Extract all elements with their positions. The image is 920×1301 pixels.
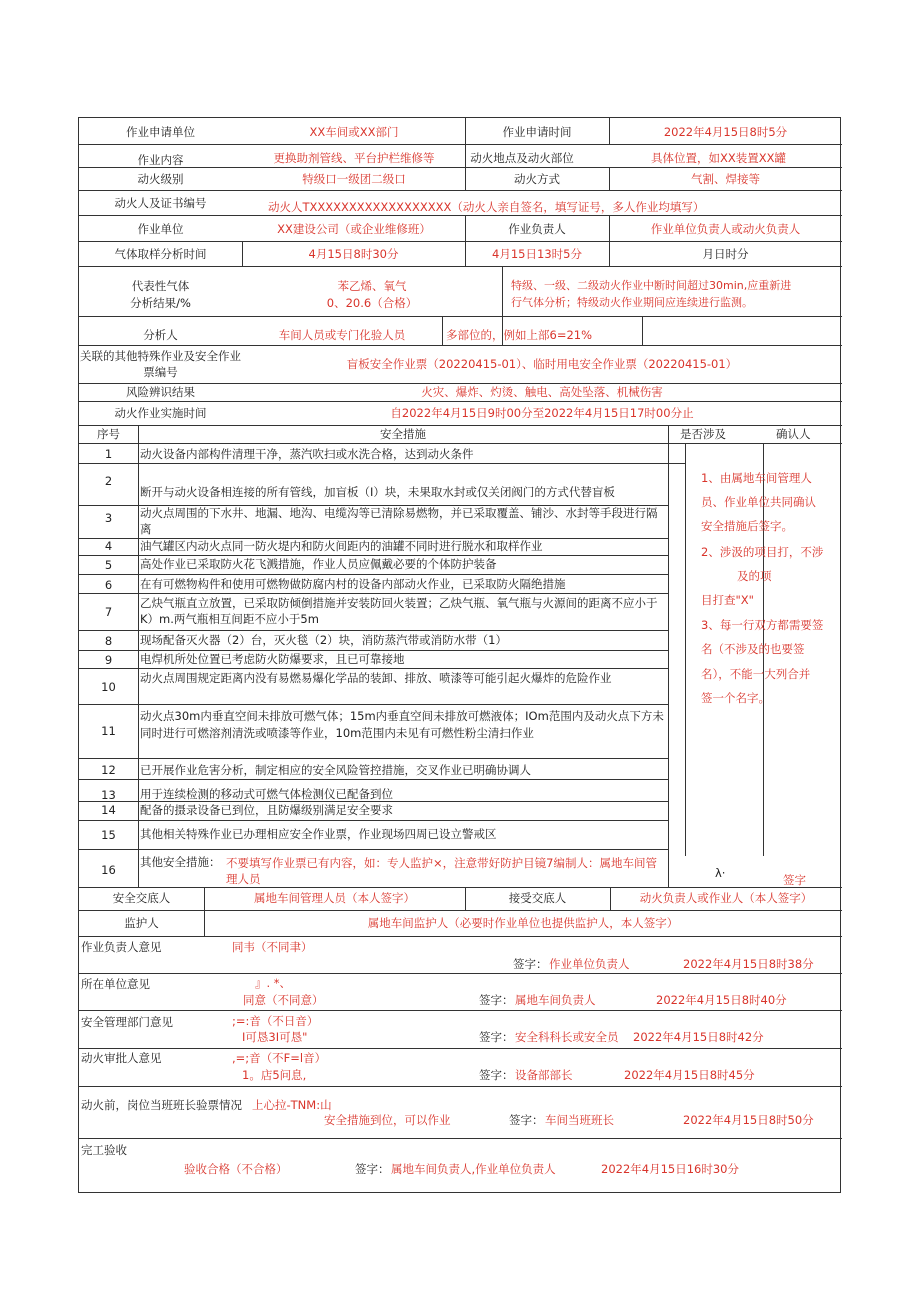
- divider: [79, 443, 842, 444]
- person-value: 动火人TXXXXXXXXXXXXXXXXXX（动火人亲自签名，填写证号，多人作业均填写）: [268, 200, 705, 214]
- briefing-receiver-value: 动火负责人或作业人（本人签字）: [639, 891, 813, 905]
- divider: [79, 574, 668, 575]
- unit-opinion-mark: 』. *、: [255, 976, 292, 990]
- risk-label: 风险辨识结果: [126, 385, 195, 399]
- row-5-no: 5: [104, 558, 113, 572]
- content-value: 更换助剂管线、平台护栏维修等: [273, 151, 435, 165]
- divider: [79, 704, 668, 705]
- briefing-receiver-label: 接受交底人: [508, 891, 567, 905]
- row-6-no: 6: [104, 578, 113, 592]
- gas-result-label: 分析结果/%: [130, 296, 191, 310]
- location-label: 动火地点及动火部位: [470, 151, 574, 165]
- safety-briefer-value: 属地车间管理人员（本人签字）: [254, 891, 415, 905]
- divider: [79, 820, 668, 821]
- divider: [79, 887, 842, 888]
- row-7-no: 7: [104, 605, 113, 619]
- row-8-no: 8: [104, 634, 113, 648]
- row-16-mark: λ·: [715, 866, 726, 880]
- work-unit-label: 作业单位: [137, 222, 184, 236]
- unit-signer: 属地车间负责人: [515, 993, 596, 1007]
- col-measure: 安全措施: [380, 427, 426, 441]
- confirm-note-7: 3、每一行双方都需要签: [701, 618, 824, 632]
- confirm-note-6: 目打查"X": [701, 593, 754, 607]
- row-4-text: 油气罐区内动火点同一防火堤内和防火间距内的油罐不同时进行脱水和取样作业: [140, 539, 543, 553]
- row-1-no: 1: [104, 447, 113, 461]
- col-no: 序号: [97, 427, 120, 441]
- level-value: 特级口一级团二级口: [302, 172, 406, 186]
- period-value: 自2022年4月15日9时00分至2022年4月15日17时00分止: [390, 406, 694, 420]
- divider: [79, 668, 668, 669]
- divider: [79, 1138, 842, 1139]
- work-leader-value: 作业单位负责人或动火负责人: [650, 222, 801, 236]
- safety-dept-label: 安全管理部门意见: [81, 1015, 173, 1029]
- person-label: 动火人及证书编号: [114, 196, 207, 210]
- divider: [79, 758, 668, 759]
- risk-value: 火灾、爆炸、灼烫、触电、高处坠落、机械伤害: [421, 385, 663, 399]
- apply-time-value: 2022年4月15日8时5分: [663, 125, 788, 139]
- apply-unit-label: 作业申请单位: [126, 125, 195, 139]
- content-label: 作业内容: [137, 153, 184, 167]
- divider: [79, 1086, 842, 1087]
- approver-time: 2022年4月15日8时45分: [624, 1068, 755, 1082]
- row-11-text: 动火点30m内垂直空间未排放可燃气体；15m内垂直空间未排放可燃液体；IOm范围内及动火点下方未同时进行可燃溶剂清洗或喷漆等作业，10m范围内未见有可燃性粉尘清扫作业: [140, 709, 664, 740]
- divider: [79, 144, 842, 145]
- row-14-text: 配备的摄录设备已到位，且防爆级别满足安全要求: [140, 803, 393, 817]
- leader-opinion-label: 作业负责人意见: [81, 940, 162, 954]
- unit-opinion-label: 所在单位意见: [81, 977, 150, 991]
- safety-dept-line1: ;=:音（不日音）: [232, 1014, 319, 1028]
- divider: [79, 190, 842, 191]
- divider: [442, 316, 443, 345]
- safety-briefer-label: 安全交底人: [112, 891, 171, 905]
- row-15-text: 其他相关特殊作业已办理相应安全作业票，作业现场四周已设立警戒区: [140, 827, 497, 841]
- approver-line2: 1。店5问息,: [242, 1068, 307, 1082]
- apply-time-label: 作业申请时间: [502, 125, 572, 139]
- confirm-note-3: 安全措施后签字。: [701, 519, 793, 533]
- divider: [668, 425, 669, 887]
- row-11-no: 11: [101, 724, 116, 738]
- safety-dept-line2: I可恳3I可恳": [242, 1030, 308, 1044]
- approver-signer: 设备部部长: [515, 1068, 573, 1082]
- row-4-no: 4: [104, 539, 113, 553]
- divider: [79, 849, 668, 850]
- approver-sign-label: 签字：: [479, 1068, 514, 1082]
- precheck-label: 动火前，岗位当班班长验票情况: [81, 1098, 242, 1112]
- confirm-note-10: 签一个名字。: [701, 691, 770, 705]
- divider: [79, 463, 685, 464]
- precheck-value: 安全措施到位，可以作业: [324, 1113, 451, 1127]
- safety-time: 2022年4月15日8时42分: [633, 1030, 764, 1044]
- row-7-text: 乙炔气瓶直立放置，已采取防倾倒措施并安装防回火装置；乙炔气瓶、氧气瓶与火源间的距离不应小于K）m.两气瓶相互间距不应小于5m: [140, 596, 658, 626]
- row-9-text: 电焊机所处位置已考虑防火防爆要求，且已可靠接地: [140, 652, 405, 666]
- guardian-label: 监护人: [124, 916, 159, 930]
- row-5-text: 高处作业已采取防火花飞溅措施，作业人员应佩戴必要的个体防护装备: [140, 557, 497, 571]
- divider: [79, 936, 842, 937]
- col-confirm: 确认人: [776, 427, 811, 441]
- divider: [79, 650, 668, 651]
- row-13-text: 用于连续检测的移动式可燃气体检测仪已配备到位: [140, 787, 393, 801]
- divider: [79, 779, 668, 780]
- divider: [79, 345, 842, 346]
- final-acceptance-label: 完工验收: [81, 1143, 127, 1157]
- gas-time-1: 4月15日8时30分: [308, 247, 399, 261]
- row-2-text: 断开与动火设备相连接的所有管线，加盲板（I）块，未果取水封或仅关闭阀门的方式代替盲板: [140, 485, 615, 499]
- gas-note: 特级、一级、二级动火作业中断时间超过30min,应重新进行气体分析；特级动火作业期间应连续进行监测。: [511, 279, 792, 309]
- divider: [79, 1010, 842, 1011]
- divider: [79, 1048, 842, 1049]
- divider: [79, 167, 842, 168]
- leader-signer: 作业单位负责人: [549, 957, 630, 971]
- unit-opinion-value: 同意（不同意）: [243, 993, 324, 1007]
- unit-time: 2022年4月15日8时40分: [656, 993, 787, 1007]
- divider: [79, 593, 668, 594]
- divider: [685, 443, 686, 856]
- period-label: 动火作业实施时间: [114, 406, 207, 420]
- row-15-no: 15: [101, 828, 116, 842]
- row-10-text: 动火点周围规定距离内没有易燃易爆化学品的装卸、排放、喷漆等可能引起火爆炸的危险作业: [140, 671, 612, 685]
- leader-opinion-value: 同韦（不同聿）: [232, 940, 313, 954]
- gas-time-3: 月日时分: [702, 247, 749, 261]
- leader-time: 2022年4月15日8时38分: [683, 957, 814, 971]
- confirm-note-9: 名），不能一大列合并: [701, 667, 811, 681]
- approver-label: 动火审批人意见: [81, 1051, 162, 1065]
- hot-work-permit-form: [78, 117, 841, 1193]
- divider: [79, 425, 842, 426]
- method-label: 动火方式: [514, 172, 560, 186]
- leader-sign-label: 签字：: [513, 957, 548, 971]
- related-label: 关联的其他特殊作业及安全作业票编号: [80, 349, 241, 379]
- analyst-note: 多部位的，例如上部6=21%: [446, 328, 593, 342]
- gas-rep-value: 苯乙烯、氧气: [337, 279, 407, 293]
- apply-unit-value: XX车间或XX部门: [309, 125, 399, 139]
- col-involved: 是否涉及: [680, 427, 726, 441]
- divider: [79, 910, 842, 911]
- row-3-text: 动火点周围的下水井、地漏、地沟、电缆沟等已清除易燃物，并已采取覆盖、铺沙、水封等手段进行隔离: [140, 506, 658, 536]
- precheck-mark: 上心拉-TNM:山: [252, 1098, 332, 1112]
- divider: [642, 316, 643, 345]
- precheck-signer: 车间当班班长: [545, 1113, 614, 1127]
- unit-sign-label: 签字：: [479, 993, 514, 1007]
- row-9-no: 9: [104, 653, 113, 667]
- analyst-value: 车间人员或专门化验人员: [278, 328, 406, 342]
- guardian-value: 属地车间监护人（必要时作业单位也提供监护人，本人签字）: [367, 916, 679, 930]
- row-6-text: 在有可燃物构件和使用可燃物做防腐内村的设备内部动火作业，已采取防火隔绝措施: [140, 577, 566, 591]
- row-2-no: 2: [104, 474, 113, 488]
- confirm-note-2: 员、作业单位共同确认: [701, 495, 816, 509]
- row-3-no: 3: [104, 511, 113, 525]
- row-10-no: 10: [101, 680, 116, 694]
- analyst-label: 分析人: [143, 328, 178, 342]
- divider: [79, 973, 842, 974]
- row-12-text: 已开展作业危害分析，制定相应的安全风险管控措施，交叉作业已明确协调人: [140, 763, 531, 777]
- level-label: 动火级别: [137, 172, 184, 186]
- method-value: 气割、焊接等: [691, 172, 760, 186]
- row-12-no: 12: [101, 763, 116, 777]
- location-value: 具体位置，如XX装置XX罐: [650, 151, 786, 165]
- divider: [79, 383, 842, 384]
- divider: [79, 555, 668, 556]
- row-16-sign: 签字: [783, 873, 806, 887]
- precheck-time: 2022年4月15日8时50分: [683, 1113, 814, 1127]
- row-13-no: 13: [101, 788, 116, 802]
- row-16-no: 16: [101, 863, 116, 877]
- confirm-note-1: 1、由属地车间管理人: [701, 471, 812, 485]
- related-value: 盲板安全作业票（20220415-01）、临时用电安全作业票（20220415-01）: [346, 357, 738, 371]
- confirm-note-8: 名（不涉及的也要签: [701, 642, 805, 656]
- row-14-no: 14: [101, 803, 116, 817]
- gas-rep-label: 代表性气体: [131, 279, 190, 293]
- divider: [79, 266, 842, 267]
- work-unit-value: XX建设公司（或企业维修班）: [277, 222, 431, 236]
- final-acceptance-value: 验收合格（不合格）: [184, 1162, 288, 1176]
- gas-result-value: 0、20.6（合格）: [326, 296, 418, 310]
- confirm-note-4: 2、涉汲的项目打，不涉: [701, 545, 824, 559]
- divider: [79, 801, 668, 802]
- row-16-label: 其他安全措施：: [140, 855, 221, 869]
- gas-time-2: 4月15日13时5分: [492, 247, 582, 261]
- safety-signer: 安全科科长或安全员: [515, 1030, 619, 1044]
- approver-line1: ,=;音（不F=l音）: [232, 1051, 327, 1065]
- final-time: 2022年4月15日16时30分: [601, 1162, 739, 1176]
- safety-sign-label: 签字：: [479, 1030, 514, 1044]
- final-signer: 属地车间负责人,作业单位负责人: [391, 1162, 556, 1176]
- row-16-text: 不要填写作业票已有内容，如：专人监护×，注意带好防护目镜7编制人：属地车间管理人员: [226, 856, 657, 886]
- confirm-note-5: 及的项: [737, 569, 772, 583]
- divider: [138, 425, 139, 887]
- divider: [79, 401, 842, 402]
- divider: [79, 630, 668, 631]
- gas-time-label: 气体取样分析时间: [114, 247, 207, 261]
- divider: [79, 241, 842, 242]
- row-1-text: 动火设备内部构件清理干净，蒸汽吹扫或水洗合格，达到动火条件: [140, 447, 474, 461]
- precheck-sign-label: 签字：: [509, 1113, 544, 1127]
- divider: [79, 316, 842, 317]
- divider: [79, 215, 842, 216]
- work-leader-label: 作业负责人: [508, 222, 566, 236]
- final-sign-label: 签字：: [355, 1162, 390, 1176]
- row-8-text: 现场配备灭火器（2）台，灭火毯（2）块，消防蒸汽带或消防水带（1）: [140, 633, 507, 647]
